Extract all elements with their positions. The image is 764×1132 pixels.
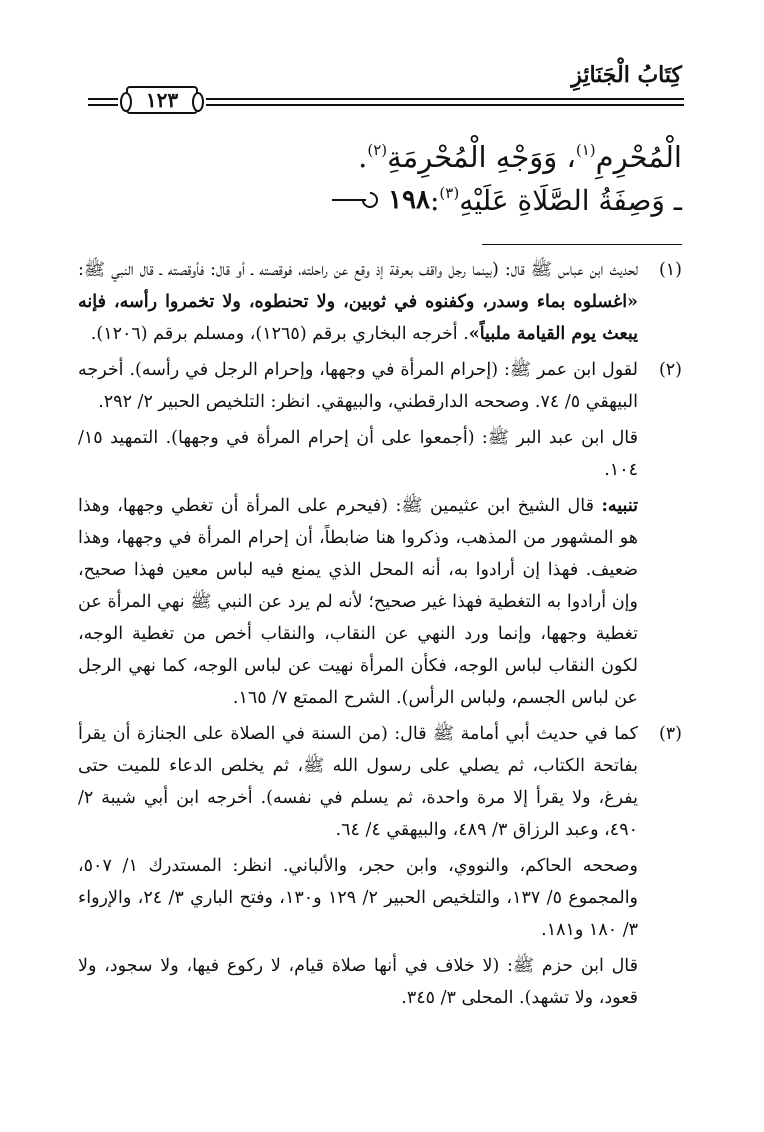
footnote-paragraph: لحديث ابن عباس ﷺ قال: (بينما رجل واقف بعرفة إذ وقع عن راحلته، فوقصته ـ أو قال: فأوقصته ـ قال النبي ﷺ: «اغسلوه بماء وسدر، وكفنوه في ثوبين، ولا تحنطوه، ولا تخمروا رأسه، فإنه يبعث يوم القيامة ملبياً». أخرجه البخاري برقم (١٢٦٥)، ومسلم برقم (١٢٠٦).: [78, 260, 638, 344]
rule-left-top: [88, 98, 118, 100]
running-title: كِتَابُ الْجَنَائِزِ: [571, 62, 682, 88]
footnote-ref-3[interactable]: (٣): [439, 183, 460, 202]
footnote-ref-1[interactable]: (١): [575, 141, 596, 159]
main-text-line: [358, 130, 682, 177]
section-number: ١٩٨: [388, 185, 430, 215]
footnote-paragraph: لقول ابن عمر ﷺ: (إحرام المرأة في وجهها، وإحرام الرجل في رأسه). أخرجه البيهقي ٥/ ٧٤. وصححه الدارقطني، والبيهقي. انظر: التلخيص الحبير ٢/ ٢٩٢.: [78, 360, 638, 412]
main-text-b: ، وَوَجْهِ الْمُحْرِمَةِ: [387, 140, 576, 174]
footnote-number: (١): [658, 260, 682, 280]
page-number: ١٢٣: [145, 88, 179, 112]
header-rule: [88, 86, 684, 120]
section-title: ـ وَصِفَةُ الصَّلَاةِ عَلَيْهِ$^{(٣)}$:: [429, 183, 682, 217]
footnote-number: (٣): [658, 724, 682, 744]
footnote-note: تنبيه: قال الشيخ ابن عثيمين ﷺ: (فيحرم على المرأة أن تغطي وجهها، وهذا هو المشهور من المذهب، وذكروا هنا ضابطاً، أن إحرام المرأة في وجهها، وهذا ضعيف. فهذا إن أرادوا به، أنه المحل الذي يمنع فيه لباس معين فهذا صحيح، وإن أرادوا به التغطية فهذا غير صحيح؛ لأنه لم يرد عن النبي ﷺ نهي المرأة عن تغطية وجهها، وإنما ورد النهي عن النقاب، والنقاب أخص من تغطية الوجه، لكون النقاب لباس الوجه، فكأن المرأة نهيت عن لباس الوجه، كما نهي الرجل عن لباس الجسم، ولباس الرأس). الشرح الممتع ٧/ ١٦٥.: [78, 496, 638, 708]
note-label: تنبيه:: [601, 496, 638, 516]
footnote-paragraph: قال ابن حزم ﷺ: (لا خلاف في أنها صلاة قيام، لا ركوع فيها، ولا سجود، ولا قعود، ولا تشهد). المحلى ٣/ ٣٤٥.: [78, 956, 638, 1008]
main-text-a: الْمُحْرِمِ: [595, 140, 682, 174]
footnote-paragraph: كما في حديث أبي أمامة ﷺ قال: (من السنة في الصلاة على الجنازة أن يقرأ بفاتحة الكتاب، ثم يصلي على رسول الله ﷺ، ثم يخلص الدعاء للميت حتى يفرغ، ولا يقرأ إلا مرة واحدة، ثم يسلم في نفسه). أخرجه ابن أبي شيبة ٢/ ٤٩٠، وعبد الرزاق ٣/ ٤٨٩، والبيهقي ٤/ ٦٤.: [78, 724, 638, 840]
main-text-c: .: [358, 140, 368, 174]
footnote-paragraph: قال ابن عبد البر ﷺ: (أجمعوا على أن إحرام المرأة في وجهها). التمهيد ١٥/ ١٠٤.: [78, 428, 638, 480]
footnotes: [78, 254, 682, 1018]
ornament-icon: [332, 190, 378, 210]
footnote-3: [78, 718, 682, 1014]
hadith-quote: «اغسلوه بماء وسدر، وكفنوه في ثوبين، ولا تحنطوه، ولا تخمروا رأسه، فإنه يبعث يوم القيامة ملبياً»: [78, 292, 638, 344]
footnote-number: (٢): [658, 360, 682, 380]
footnote-1: [78, 254, 682, 350]
section-heading: [324, 180, 682, 220]
footnote-2: [78, 354, 682, 714]
footnote-separator: [482, 244, 682, 245]
rule-right-bottom: [206, 104, 684, 106]
rule-right-top: [206, 98, 684, 100]
page-number-badge: [126, 86, 198, 114]
rule-left-bottom: [88, 104, 118, 106]
footnote-ref-2[interactable]: (٢): [367, 141, 388, 159]
footnote-paragraph: وصححه الحاكم، والنووي، وابن حجر، والألباني. انظر: المستدرك ١/ ٥٠٧، والمجموع ٥/ ١٣٧، والتلخيص الحبير ٢/ ١٢٩ و١٣٠، وفتح الباري ٣/ ٢٤، والإرواء ٣/ ١٨٠ و١٨١.: [78, 856, 639, 940]
